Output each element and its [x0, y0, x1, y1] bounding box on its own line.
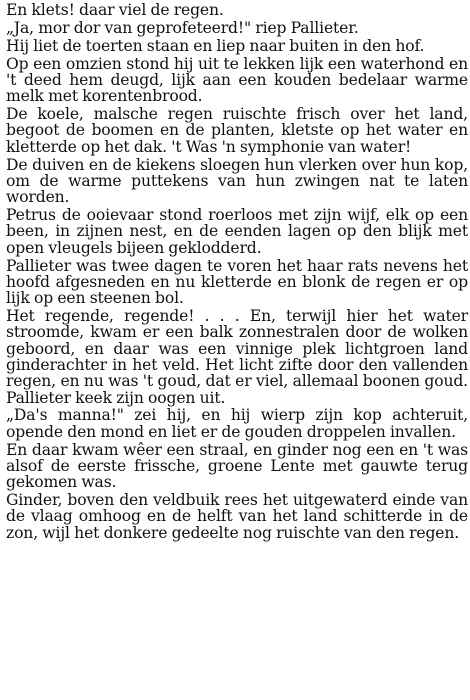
- paragraph-10: „Da's manna!" zei hij, en hij wierp zijn kop achteruit, opende den mond en liet er de gouden droppelen invallen.: [6, 406, 468, 441]
- paragraph-11: En daar kwam wêer een straal, en ginder nog een en 't was alsof de eerste frissche, groene Lente met gauwte terug gekomen was.: [6, 440, 468, 492]
- text-body: [6, 2, 468, 541]
- paragraph-3: Hij liet de toerten staan en liep naar buiten in den hof.: [6, 36, 425, 55]
- paragraph-8: Pallieter was twee dagen te voren het haar rats nevens het hoofd afgesneden en nu kletterde en blonk de regen er op lijk op een steenen bol.: [6, 256, 468, 308]
- paragraph-9: Het regende, regende! . . . En, terwijl hier het water stroomde, kwam er een balk zonnestralen door de wolken geboord, en daar was een vinnige plek lichtgroen land ginderachter in het veld. Het licht zifte door den vallenden regen, en nu was 't goud, dat er viel, allemaal boonen goud. Pallieter keek zijn oogen uit.: [6, 307, 468, 407]
- paragraph-12: Ginder, boven den veldbuik rees het uitgewaterd einde van de vlaag omhoog en de helft van het land schitterde in de zon, wijl het donkere gedeelte nog ruischte van den regen.: [6, 491, 468, 542]
- paragraph-7: Petrus de ooievaar stond roerloos met zijn wijf, elk op een been, in zijnen nest, en de eenden lagen op den blijk met open vleugels bijeen geklodderd.: [6, 206, 468, 257]
- paragraph-1: En klets! daar viel de regen.: [6, 1, 224, 19]
- paragraph-2: „Ja, mor dor van geprofeteerd!" riep Pallieter.: [6, 18, 359, 37]
- paragraph-6: De duiven en de kiekens sloegen hun vlerken over hun kop, om de warme puttekens van hun zwingen nat te laten worden.: [6, 155, 468, 207]
- paragraph-5: De koele, malsche regen ruischte frisch over het land, begoot de boomen en de planten, kletste op het water en kletterde op het dak. 't Was 'n symphonie van water!: [6, 105, 468, 156]
- paragraph-4: Op een omzien stond hij uit te lekken lijk een waterhond en 't deed hem deugd, lijk aan een kouden bedelaar warme melk met korentenbrood.: [6, 54, 468, 106]
